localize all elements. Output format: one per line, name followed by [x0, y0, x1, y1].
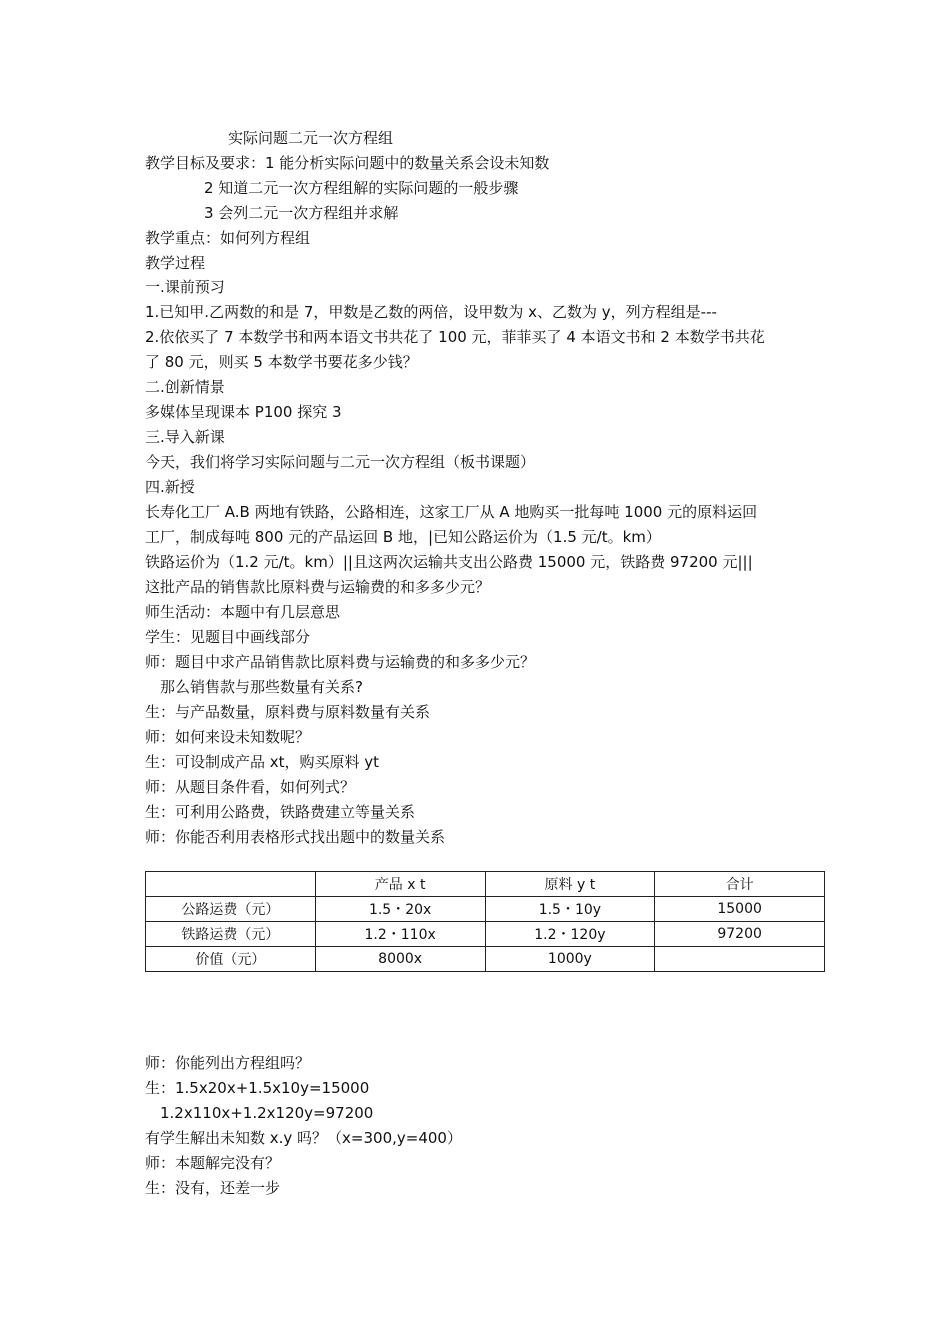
section-4-heading: 四.新授	[145, 478, 195, 496]
dialogue-line: 师：从题目条件看，如何列式？	[145, 778, 356, 796]
section-1-question-2-line-2: 了 80 元，则买 5 本数学书要花多少钱？	[145, 353, 418, 371]
table-cell: 1.2・110x	[315, 922, 485, 947]
table-cell: 1.5・20x	[315, 897, 485, 922]
table-header-cell: 合计	[655, 872, 825, 897]
table-cell: 1000y	[485, 947, 655, 972]
section-3-heading: 三.导入新课	[145, 428, 225, 446]
problem-line-4: 这批产品的销售款比原料费与运输费的和多多少元？	[145, 578, 491, 596]
dialogue-line: 师：题目中求产品销售款比原料费与运输费的和多多少元？	[145, 653, 536, 671]
table-cell: 8000x	[315, 947, 485, 972]
section-1-question-1: 1.已知甲.乙两数的和是 7，甲数是乙数的两倍，设甲数为 x、乙数为 y，列方程组是---	[145, 303, 717, 321]
table-cell: 价值（元）	[146, 947, 316, 972]
after-table-line: 师：本题解完没有？	[145, 1154, 281, 1172]
table-row	[146, 947, 825, 972]
after-table-line: 师：你能列出方程组吗？	[145, 1054, 311, 1072]
table-cell: 15000	[655, 897, 825, 922]
after-table-line: 有学生解出未知数 x.y 吗？（x=300,y=400）	[145, 1129, 462, 1147]
objectives-line-1: 教学目标及要求：1 能分析实际问题中的数量关系会设未知数	[145, 154, 550, 172]
table-cell: 97200	[655, 922, 825, 947]
section-2-heading: 二.创新情景	[145, 378, 225, 396]
problem-line-1: 长寿化工厂 A.B 两地有铁路，公路相连，这家工厂从 A 地购买一批每吨 1000 元的原料运回	[145, 503, 758, 521]
table-row	[146, 897, 825, 922]
table-header-cell: 产品 x t	[315, 872, 485, 897]
table-row	[146, 922, 825, 947]
dialogue-line: 生：可设制成产品 xt，购买原料 yt	[145, 753, 380, 771]
lesson-title: 实际问题二元一次方程组	[228, 129, 394, 147]
after-table-line: 生：没有，还差一步	[145, 1179, 281, 1197]
teaching-process-heading: 教学过程	[145, 254, 206, 272]
table-header-cell	[146, 872, 316, 897]
teaching-focus: 教学重点：如何列方程组	[145, 229, 311, 247]
table-header-row	[146, 872, 825, 897]
equation-line-1: 生：1.5x20x+1.5x10y=15000	[145, 1079, 370, 1097]
objectives-line-3: 3 会列二元一次方程组并求解	[204, 204, 399, 222]
dialogue-line: 生：与产品数量，原料费与原料数量有关系	[145, 703, 431, 721]
dialogue-line: 师生活动：本题中有几层意思	[145, 603, 341, 621]
dialogue-line: 生：可利用公路费，铁路费建立等量关系	[145, 803, 416, 821]
table-cell: 1.2・120y	[485, 922, 655, 947]
problem-line-2: 工厂，制成每吨 800 元的产品运回 B 地，|已知公路运价为（1.5 元/t。km）	[145, 528, 661, 546]
section-1-question-2-line-1: 2.依依买了 7 本数学书和两本语文书共花了 100 元，菲菲买了 4 本语文书和 2 本数学书共花	[145, 328, 765, 346]
table-header-cell: 原料 y t	[485, 872, 655, 897]
equation-line-2: 1.2x110x+1.2x120y=97200	[160, 1104, 374, 1122]
table-cell	[655, 947, 825, 972]
dialogue-line: 师：你能否利用表格形式找出题中的数量关系	[145, 828, 446, 846]
dialogue-line: 那么销售款与那些数量有关系?	[160, 678, 363, 696]
objectives-line-2: 2 知道二元一次方程组解的实际问题的一般步骤	[204, 179, 519, 197]
quantity-table	[145, 871, 825, 972]
dialogue-line: 师：如何来设未知数呢？	[145, 728, 311, 746]
table-cell: 公路运费（元）	[146, 897, 316, 922]
section-2-text: 多媒体呈现课本 P100 探究 3	[145, 403, 342, 421]
section-3-text: 今天，我们将学习实际问题与二元一次方程组（板书课题）	[145, 453, 536, 471]
section-1-heading: 一.课前预习	[145, 278, 225, 296]
table-cell: 1.5・10y	[485, 897, 655, 922]
problem-line-3: 铁路运价为（1.2 元/t。km）||且这两次运输共支出公路费 15000 元，铁路费 97200 元|||	[145, 553, 753, 571]
table-cell: 铁路运费（元）	[146, 922, 316, 947]
dialogue-line: 学生：见题目中画线部分	[145, 628, 311, 646]
